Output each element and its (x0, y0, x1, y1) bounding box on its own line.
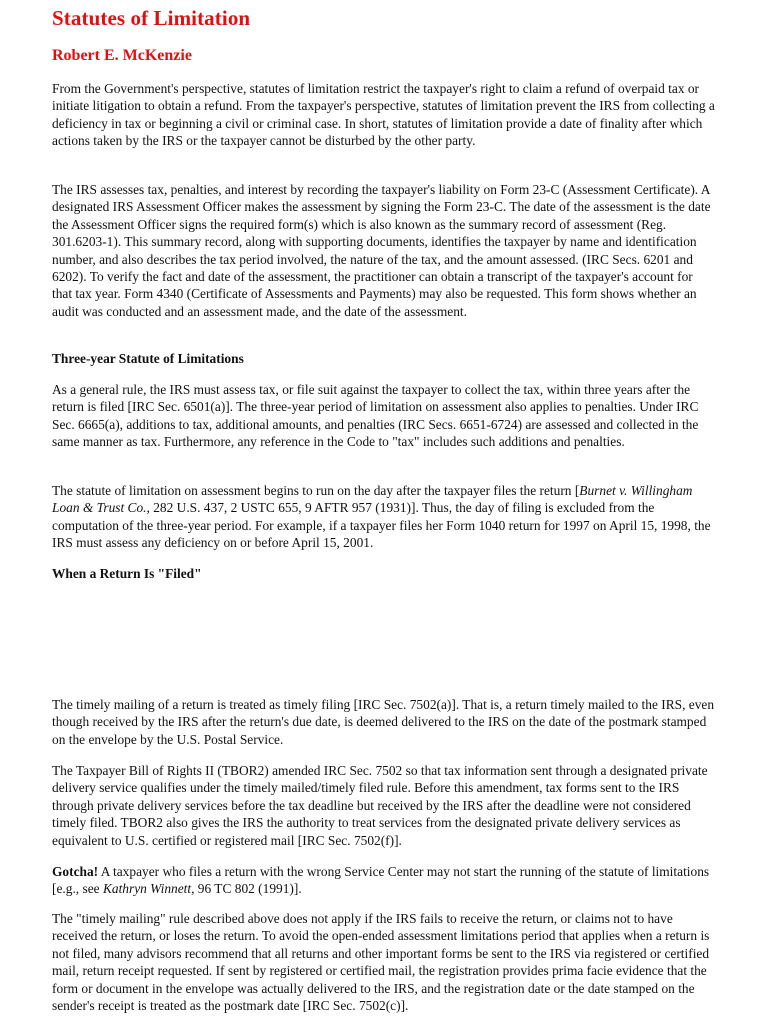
heading-when-filed: When a Return Is "Filed" (52, 566, 202, 581)
paragraph-assessment: The IRS assesses tax, penalties, and interest by recording the taxpayer's liability on Form 23-C (Assessment Certificate). A designated IRS Assessment Officer makes the assessment by signing the Form 23-C. The date of the assessment is the date the Assessment Officer signs the required form(s) which is also known as the summary record of assessment (Reg. 301.6203-1). This summary record, along with supporting documents, identifies the taxpayer by name and identification number, and also describes the tax period involved, the nature of the tax, and the amount assessed. (IRC Secs. 6201 and 6202). To verify the fact and date of the assessment, the practitioner can obtain a transcript of the taxpayer's account for that tax year. Form 4340 (Certificate of Assessments and Payments) may also be requested. This form shows whether an audit was conducted and an assessment made, and the date of the assessment. (52, 182, 711, 319)
document-title: Statutes of Limitation (52, 6, 251, 30)
paragraph-timely-mailing-rule: The "timely mailing" rule described above does not apply if the IRS fails to receive the return, or claims not to have received the return, or loses the return. To avoid the open-ended assessment limitations period that applies when a return is not filed, many advisors recommend that all returns and other important forms be sent to the IRS via registered or certified mail, return receipt requested. If sent by registered or certified mail, the registration provides prima facie evidence that the form or document in the envelope was actually delivered to the IRS, and the registration date or the date stamped on the sender's receipt is treated as the postmark date [IRC Sec. 7502(c)]. (52, 911, 710, 1014)
paragraph-intro: From the Government's perspective, statutes of limitation restrict the taxpayer's right to claim a refund of overpaid tax or initiate litigation to obtain a refund. From the taxpayer's perspective, statutes of limitation prevent the IRS from collecting a deficiency in tax or beginning a civil or criminal case. In short, statutes of limitation provide a date of finality after which actions taken by the IRS or the taxpayer cannot be disturbed by the other party. (52, 81, 715, 149)
text-run: , 96 TC 802 (1991)]. (191, 881, 302, 897)
heading-three-year-statute: Three-year Statute of Limitations (52, 351, 244, 366)
paragraph-statute-begins (52, 482, 716, 552)
case-citation: Kathryn Winnett (102, 881, 192, 897)
paragraph-gotcha (52, 863, 716, 898)
text-run: The statute of limitation on assessment begins to run on the day after the taxpayer files the return [ (52, 483, 580, 498)
paragraph-tbor2: The Taxpayer Bill of Rights II (TBOR2) amended IRC Sec. 7502 so that tax information sent through a designated private delivery service qualifies under the timely mailed/timely filed rule. Before this amendment, tax forms sent to the IRS through private delivery services before the tax deadline but received by the IRS after the deadline were not considered timely filed. TBOR2 also gives the IRS the authority to treat services from the designated private delivery services as equivalent to U.S. certified or registered mail [IRC Sec. 7502(f)]. (52, 763, 708, 848)
text-run: A taxpayer who files a return with the wrong Service Center may not start the running of the statute of limitations [e.g., see (52, 864, 710, 897)
author-name: Robert E. McKenzie (52, 47, 192, 64)
paragraph-general-rule: As a general rule, the IRS must assess tax, or file suit against the taxpayer to collect the tax, within three years after the return is filed [IRC Sec. 6501(a)]. The three-year period of limitation on assessment also applies to penalties. Under IRC Sec. 6665(a), additions to tax, additional amounts, and penalties (IRC Secs. 6651-6724) are assessed and collected in the same manner as tax. Furthermore, any reference in the Code to "tax" includes such additions and penalties. (52, 382, 699, 450)
case-citation: Burnet v. Willingham Loan & Trust Co. (52, 483, 693, 516)
text-run: , 282 U.S. 437, 2 USTC 655, 9 AFTR 957 (1931)]. Thus, the day of filing is excluded from the computation of the three-year period. For example, if a taxpayer files her Form 1040 return for 1997 on April 15, 1998, the IRS must assess any deficiency on or before April 15, 2001. (52, 500, 711, 551)
gotcha-label: Gotcha! (52, 864, 99, 879)
paragraph-timely-mailing: The timely mailing of a return is treated as timely filing [IRC Sec. 7502(a)]. That is, a return timely mailed to the IRS, even though received by the IRS after the return's due date, is deemed delivered to the IRS on the date of the postmark stamped on the envelope by the U.S. Postal Service. (52, 697, 715, 747)
